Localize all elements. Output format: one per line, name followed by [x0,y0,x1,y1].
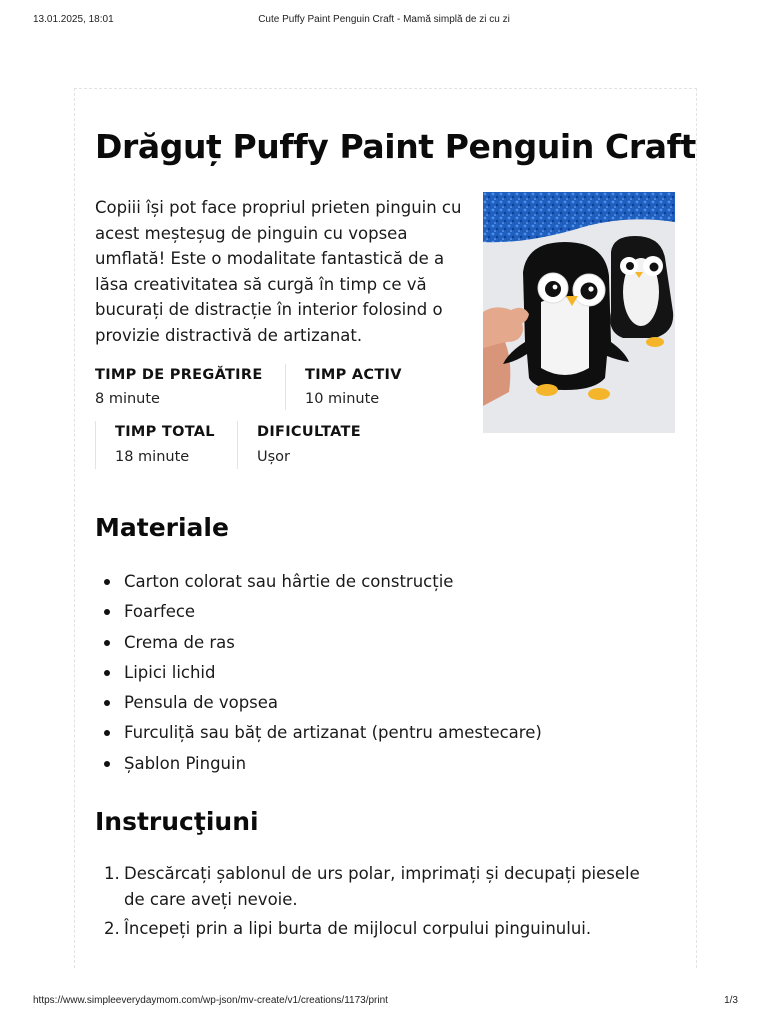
print-datetime: 13.01.2025, 18:01 [33,14,114,25]
bullet-icon [104,640,110,646]
print-url[interactable]: https://www.simpleeverydaymom.com/wp-json/mv-create/v1/creations/1173/print [33,995,388,1006]
meta-divider [95,421,96,469]
active-time-label: TIMP ACTIV [305,367,402,383]
bullet-icon [104,670,110,676]
print-footer [0,995,768,1011]
list-item: 1. Descărcați șablonul de urs polar, imprimați și decupați piesele de care aveți nevoie. [104,864,640,909]
active-time-value: 10 minute [305,391,380,407]
bullet-icon [104,761,110,767]
list-item: Pensula de vopsea [95,688,655,718]
instructions-list [95,861,665,946]
list-item: Șablon Pinguin [95,749,655,779]
page-number: 1/3 [724,995,738,1006]
print-doc-title: Cute Puffy Paint Penguin Craft - Mamă simplă de zi cu zi [258,14,510,25]
difficulty-label: DIFICULTATE [257,424,361,440]
bullet-icon [104,700,110,706]
list-item: Lipici lichid [95,658,655,688]
list-item: Furculiță sau băț de artizanat (pentru amestecare) [95,718,655,748]
recipe-title: Drăguț Puffy Paint Penguin Craft [95,127,696,166]
list-item: Carton colorat sau hârtie de construcție [95,567,655,597]
bullet-icon [104,579,110,585]
print-header [0,14,768,30]
meta-divider [285,364,286,410]
instructions-heading: Instrucţiuni [95,807,259,836]
penguin-craft-illustration [483,192,675,433]
meta-divider [237,421,238,469]
bullet-icon [104,609,110,615]
prep-time-label: TIMP DE PREGĂTIRE [95,367,263,383]
list-item: Crema de ras [95,628,655,658]
difficulty-value: Ușor [257,449,291,465]
list-item: Foarfece [95,597,655,627]
materials-heading: Materiale [95,513,229,542]
bullet-icon [104,730,110,736]
list-item: 2. Începeți prin a lipi burta de mijlocul corpului pinguinului. [104,919,592,938]
prep-time-value: 8 minute [95,391,160,407]
total-time-label: TIMP TOTAL [115,424,215,440]
materials-list [95,567,655,779]
recipe-image [483,192,675,433]
recipe-intro: Copiii își pot face propriul prieten pinguin cu acest meșteșug de pinguin cu vopsea umflată! Este o modalitate fantastică de a lăsa creativitatea să curgă în timp ce vă bucurați de distracție în interior folosind o provizie distractivă de artizanat. [95,198,462,345]
total-time-value: 18 minute [115,449,190,465]
